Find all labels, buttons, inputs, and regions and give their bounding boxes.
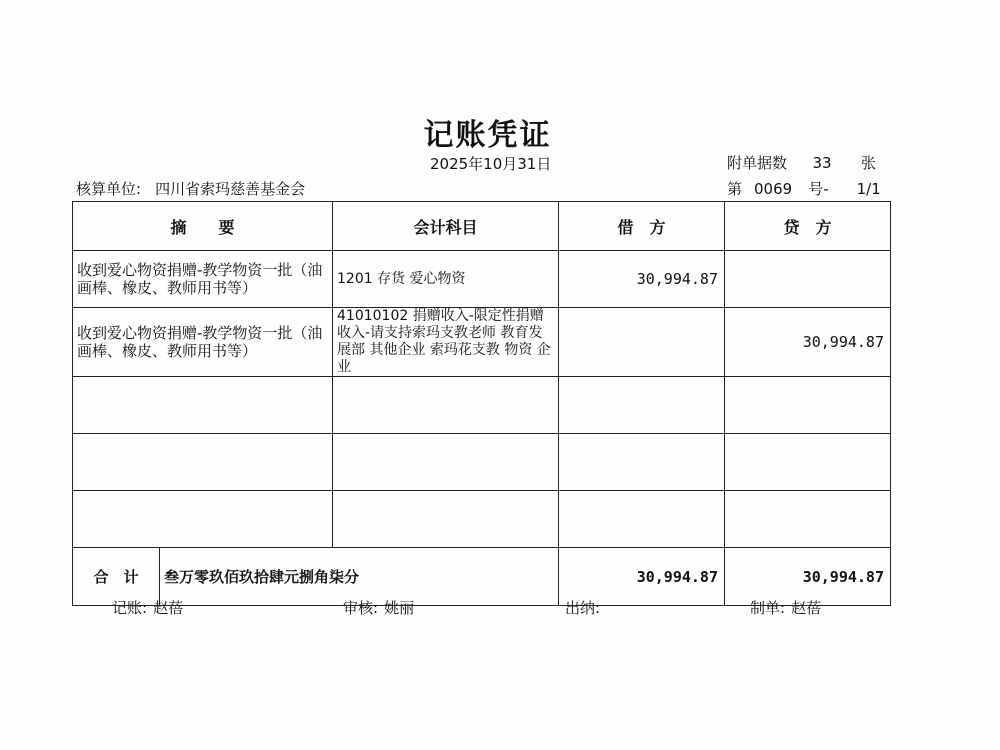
header-debit: 借 方 bbox=[559, 202, 725, 251]
header-summary: 摘 要 bbox=[73, 202, 333, 251]
preparer-signature bbox=[750, 597, 821, 618]
row-credit bbox=[725, 377, 891, 434]
table-row bbox=[73, 308, 891, 377]
accounting-unit-name: 四川省索玛慈善基金会 bbox=[155, 180, 306, 198]
row-account bbox=[333, 377, 559, 434]
row-debit bbox=[559, 434, 725, 491]
row-summary bbox=[73, 377, 333, 434]
reviewer-label: 审核: bbox=[343, 599, 379, 617]
row-credit bbox=[725, 491, 891, 548]
header-credit: 贷 方 bbox=[725, 202, 891, 251]
voucher-number-prefix: 第 bbox=[727, 180, 743, 198]
row-account bbox=[333, 491, 559, 548]
row-summary: 收到爱心物资捐赠-教学物资一批（油画棒、橡皮、教师用书等） bbox=[73, 251, 333, 308]
table-header bbox=[73, 202, 891, 251]
row-debit bbox=[559, 308, 725, 377]
row-account: 1201 存货 爱心物资 bbox=[333, 251, 559, 308]
row-debit bbox=[559, 377, 725, 434]
row-credit bbox=[725, 251, 891, 308]
row-credit bbox=[725, 434, 891, 491]
cashier-label: 出纳: bbox=[565, 599, 601, 617]
row-debit: 30,994.87 bbox=[559, 251, 725, 308]
table-row bbox=[73, 377, 891, 434]
preparer-label: 制单: bbox=[750, 599, 786, 617]
reviewer-name: 姚丽 bbox=[384, 599, 415, 617]
attachment-count bbox=[727, 152, 876, 173]
accounting-unit-label: 核算单位: bbox=[76, 180, 142, 198]
row-summary: 收到爱心物资捐赠-教学物资一批（油画棒、橡皮、教师用书等） bbox=[73, 308, 333, 377]
reviewer-signature bbox=[343, 597, 414, 618]
row-account: 41010102 捐赠收入-限定性捐赠收入-请支持索玛支教老师 教育发展部 其他企业 索玛花支教 物资 企业 bbox=[333, 308, 559, 377]
table-row bbox=[73, 251, 891, 308]
preparer-name: 赵蓓 bbox=[791, 599, 822, 617]
accounting-unit bbox=[76, 178, 305, 199]
voucher-table bbox=[72, 201, 891, 606]
bookkeeper-label: 记账: bbox=[112, 599, 148, 617]
voucher-title: 记账凭证 bbox=[423, 118, 552, 153]
voucher-date: 2025年10月31日 bbox=[430, 155, 552, 173]
total-amount-in-words: 叁万零玖佰玖拾肆元捌角柒分 bbox=[160, 548, 559, 606]
row-summary bbox=[73, 491, 333, 548]
row-debit bbox=[559, 491, 725, 548]
bookkeeper-signature bbox=[112, 597, 183, 618]
total-debit: 30,994.87 bbox=[559, 548, 725, 606]
cashier-signature bbox=[565, 597, 606, 618]
bookkeeper-name: 赵蓓 bbox=[153, 599, 184, 617]
attachment-label: 附单据数 bbox=[727, 154, 788, 172]
table-row bbox=[73, 434, 891, 491]
total-label: 合 计 bbox=[73, 548, 160, 606]
header-account: 会计科目 bbox=[333, 202, 559, 251]
row-account bbox=[333, 434, 559, 491]
voucher-number-value: 0069 bbox=[754, 180, 793, 198]
attachment-number: 33 bbox=[812, 154, 832, 172]
table-row bbox=[73, 491, 891, 548]
voucher-page-count: 1/1 bbox=[856, 180, 881, 198]
voucher-number-suffix: 号- bbox=[808, 180, 829, 198]
attachment-unit: 张 bbox=[861, 154, 877, 172]
row-credit: 30,994.87 bbox=[725, 308, 891, 377]
row-summary bbox=[73, 434, 333, 491]
voucher-number bbox=[727, 178, 881, 199]
total-credit: 30,994.87 bbox=[725, 548, 891, 606]
